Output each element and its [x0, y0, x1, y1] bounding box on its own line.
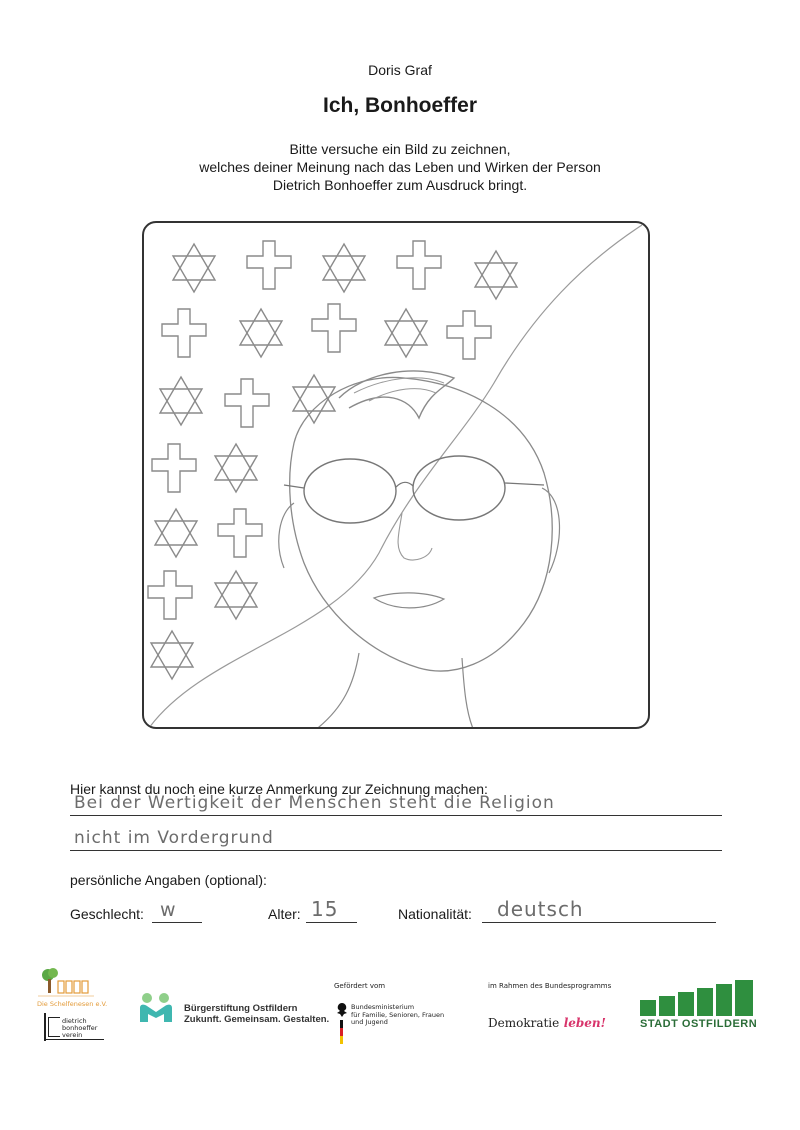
star-of-david-icon [240, 309, 282, 357]
author-name: Doris Graf [368, 62, 432, 78]
nationality-line [482, 922, 716, 923]
cross-icon [447, 311, 491, 359]
age-label: Alter: [268, 906, 301, 922]
comment-handwriting-1: Bei der Wertigkeit der Menschen steht die Religion [74, 793, 555, 813]
cross-icon [225, 379, 269, 427]
buergerstiftung-slogan: Zukunft. Gemeinsam. Gestalten. [184, 1014, 330, 1025]
comment-line-2 [70, 850, 722, 851]
demokratie-leben-logo [488, 1014, 606, 1032]
star-of-david-icon [160, 377, 202, 425]
programme-intro: im Rahmen des Bundesprogramms [488, 982, 612, 990]
star-of-david-icon [385, 309, 427, 357]
instruction-line-1: Bitte versuche ein Bild zu zeichnen, [289, 141, 511, 157]
star-of-david-icon [215, 571, 257, 619]
stadt-ostfildern-text: STADT OSTFILDERN [640, 1018, 758, 1030]
star-of-david-icon [151, 631, 193, 679]
cross-icon [148, 571, 192, 619]
dbv-text-2: bonhoeffer [62, 1024, 98, 1032]
ministry-line-3: und Jugend [351, 1018, 388, 1026]
gender-line [152, 922, 202, 923]
dbv-text-1: dietrich [62, 1017, 87, 1025]
gender-label: Geschlecht: [70, 906, 144, 922]
ministry-line-1: Bundesministerium [351, 1003, 415, 1011]
programme-name-b: leben! [563, 1016, 606, 1030]
cross-icon [397, 241, 441, 289]
page-title: Ich, Bonhoeffer [322, 94, 477, 117]
instruction-line-3: Dietrich Bonhoeffer zum Ausdruck bringt. [272, 177, 528, 193]
nationality-value: deutsch [497, 897, 584, 921]
instruction-line-2: welches deiner Meinung nach das Leben und Wirken der Person [199, 159, 601, 175]
personal-heading: persönliche Angaben (optional): [70, 872, 267, 888]
star-of-david-icon [215, 444, 257, 492]
pencil-drawing [144, 223, 650, 729]
dbv-text-3: verein [62, 1031, 83, 1039]
federal-eagle-icon [336, 1002, 348, 1044]
star-of-david-icon [293, 375, 335, 423]
age-line [306, 922, 357, 923]
star-of-david-icon [155, 509, 197, 557]
buergerstiftung-name: Bürgerstiftung Ostfildern [184, 1003, 298, 1014]
star-of-david-icon [323, 244, 365, 292]
star-of-david-icon [475, 251, 517, 299]
dietrich-bonhoeffer-verein-logo [40, 1013, 110, 1043]
gender-value: w [160, 899, 177, 921]
age-value: 15 [311, 897, 339, 921]
cross-icon [218, 509, 262, 557]
schelfenesen-caption: Die Schelfenesen e.V. [37, 1000, 108, 1008]
cross-icon [247, 241, 291, 289]
comment-handwriting-2: nicht im Vordergrund [74, 828, 274, 848]
schelfenesen-logo [36, 967, 108, 1011]
cross-icon [162, 309, 206, 357]
buergerstiftung-logo-icon [138, 992, 174, 1024]
comment-line-1 [70, 815, 722, 816]
star-of-david-icon [173, 244, 215, 292]
cross-icon [152, 444, 196, 492]
nationality-label: Nationalität: [398, 906, 472, 922]
funded-by-label: Gefördert vom [334, 982, 386, 990]
ministry-line-2: für Familie, Senioren, Frauen [351, 1010, 445, 1019]
cross-icon [312, 304, 356, 352]
comment-prompt: Hier kannst du noch eine kurze Anmerkung zur Zeichnung machen: [70, 781, 488, 797]
stadt-ostfildern-logo [640, 980, 756, 1016]
programme-name-a: Demokratie [488, 1016, 560, 1030]
drawing-frame [142, 221, 650, 729]
